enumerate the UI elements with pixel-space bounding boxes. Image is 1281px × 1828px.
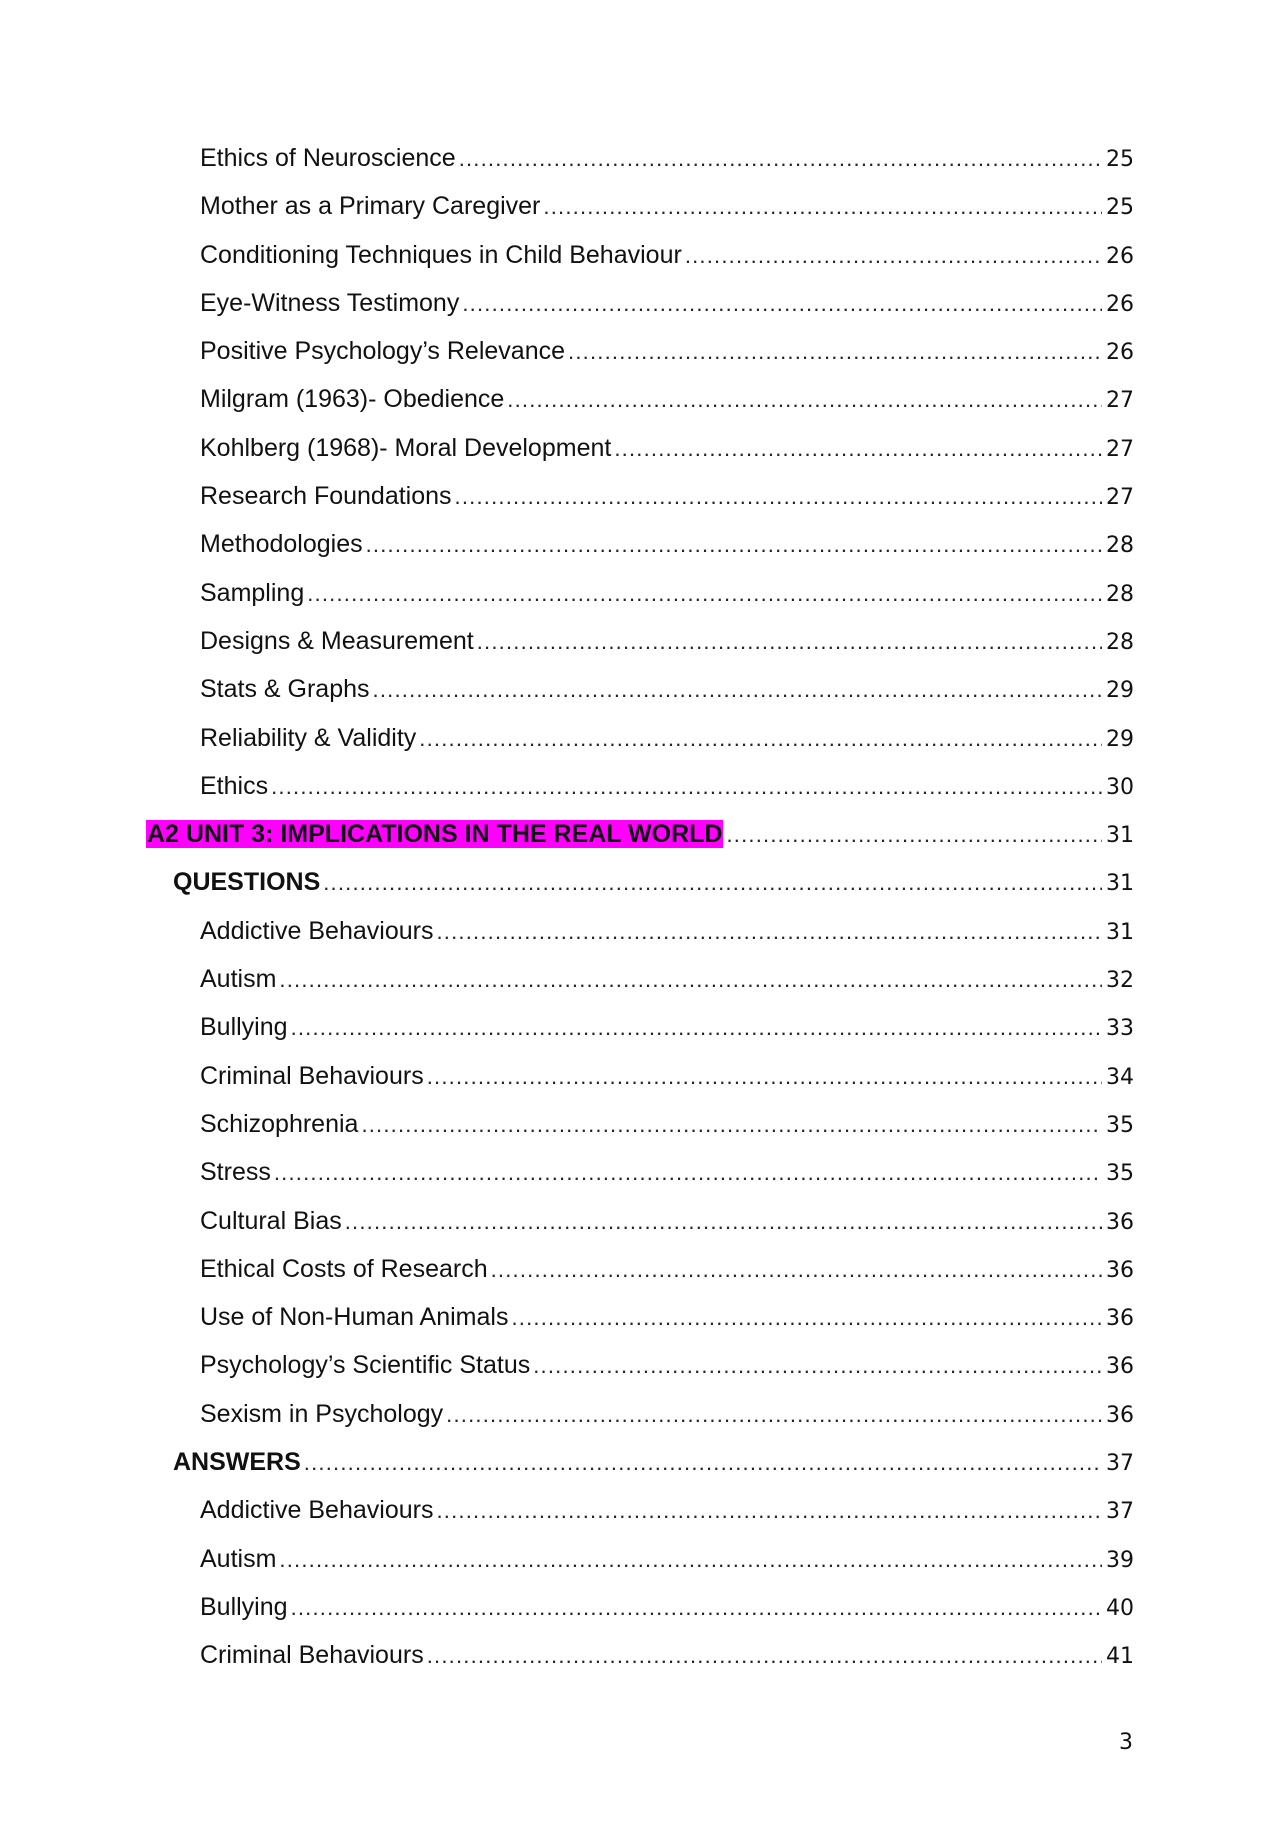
toc-entry[interactable]: [0, 482, 1281, 530]
toc-entry-title-text: ANSWERS: [173, 1448, 301, 1477]
toc-entry-title[interactable]: [200, 1110, 358, 1139]
dot-leader: [307, 581, 1102, 607]
dot-leader: [568, 339, 1102, 365]
toc-entry[interactable]: [0, 1593, 1281, 1641]
toc-entry-title[interactable]: [200, 965, 276, 994]
toc-entry-title-text: Addictive Behaviours: [200, 1496, 434, 1525]
toc-entry-page: 36: [1106, 1354, 1134, 1380]
dot-leader: [419, 726, 1102, 752]
dot-leader: [345, 1209, 1102, 1235]
toc-entry-page: 27: [1106, 485, 1134, 511]
toc-entry-title-text: Stats & Graphs: [200, 675, 370, 704]
toc-entry-title[interactable]: [200, 1400, 443, 1429]
dot-leader: [477, 629, 1102, 655]
toc-entry-page: 28: [1106, 581, 1134, 607]
toc-entry-title[interactable]: [200, 144, 456, 173]
toc-entry-title-text: Ethics: [200, 771, 269, 800]
dot-leader: [361, 1112, 1102, 1138]
toc-entry-title[interactable]: [200, 1593, 288, 1622]
toc-entry-title-text: Stress: [200, 1158, 271, 1187]
toc-entry-title-text: Sexism in Psychology: [200, 1399, 444, 1428]
dot-leader: [726, 822, 1102, 848]
toc-entry-page: 30: [1106, 774, 1134, 800]
toc-entry-page: 36: [1106, 1209, 1134, 1235]
toc-entry-line: [200, 1158, 1134, 1198]
toc-entry[interactable]: [0, 241, 1281, 289]
toc-entry-title-text: Ethical Costs of Research: [200, 1254, 488, 1283]
toc-entry[interactable]: [0, 965, 1281, 1013]
toc-entry-page: 36: [1106, 1402, 1134, 1428]
dot-leader: [291, 1595, 1102, 1621]
toc-entry[interactable]: [0, 1207, 1281, 1255]
toc-entry-title[interactable]: [200, 772, 268, 801]
toc-entry-title[interactable]: [200, 337, 565, 366]
dot-leader: [507, 387, 1102, 413]
dot-leader: [533, 1353, 1102, 1379]
toc-entry-page: 29: [1106, 678, 1134, 704]
toc-entry[interactable]: [0, 1303, 1281, 1351]
toc-entry-title[interactable]: [200, 675, 370, 704]
toc-entry-line: [200, 1641, 1134, 1681]
toc-entry-page: 34: [1106, 1064, 1134, 1090]
toc-entry-page: 27: [1106, 436, 1134, 462]
toc-entry-title[interactable]: [200, 434, 611, 463]
toc-entry-title-text: QUESTIONS: [173, 868, 321, 897]
toc-entry-page: 35: [1106, 1112, 1134, 1138]
toc-entry-title-text: Autism: [200, 1544, 277, 1573]
toc-entry-title[interactable]: [200, 192, 540, 221]
toc-entry-title-text: Sampling: [200, 578, 305, 607]
toc-entry-page: 37: [1106, 1451, 1134, 1477]
toc-entry-title[interactable]: [200, 1158, 271, 1187]
toc-entry-page: 26: [1106, 340, 1134, 366]
dot-leader: [511, 1305, 1102, 1331]
toc-entry[interactable]: [0, 917, 1281, 965]
toc-entry-page: 35: [1106, 1161, 1134, 1187]
toc-entry-title[interactable]: [200, 917, 433, 946]
toc-entry-title-text: Reliability & Validity: [200, 723, 417, 752]
toc-entry-title[interactable]: [200, 627, 474, 656]
toc-entry-title-text: Addictive Behaviours: [200, 916, 434, 945]
toc-entry-title[interactable]: [200, 385, 504, 414]
toc-entry-title-text: Use of Non-Human Animals: [200, 1303, 509, 1332]
toc-entry[interactable]: [0, 675, 1281, 723]
toc-entry[interactable]: [0, 627, 1281, 675]
toc-entry-page: 29: [1106, 726, 1134, 752]
toc-entry-page: 28: [1106, 533, 1134, 559]
toc-entry-title-text: Criminal Behaviours: [200, 1641, 424, 1670]
toc-entry-page: 37: [1106, 1499, 1134, 1525]
toc-entry[interactable]: [0, 1448, 1281, 1496]
toc-entry-line: [200, 772, 1134, 812]
toc-entry-line: [200, 1255, 1134, 1295]
toc-entry-title-text: Research Foundations: [200, 482, 452, 511]
toc-entry[interactable]: [0, 868, 1281, 916]
page-number: 3: [1119, 1730, 1133, 1755]
toc-entry-page: 33: [1106, 1016, 1134, 1042]
toc-entry-title[interactable]: [200, 241, 682, 270]
toc-entry-title[interactable]: [200, 1545, 276, 1574]
toc-entry-line: [200, 434, 1134, 474]
dot-leader: [543, 194, 1102, 220]
dot-leader: [274, 1160, 1102, 1186]
toc-entry-page: 32: [1106, 968, 1134, 994]
dot-leader: [459, 146, 1102, 172]
toc-entry-title[interactable]: [173, 868, 320, 897]
toc-entry-title-text: Bullying: [200, 1013, 288, 1042]
toc-entry[interactable]: [0, 1641, 1281, 1689]
toc-entry-title[interactable]: [200, 579, 304, 608]
toc-entry-title-text: Mother as a Primary Caregiver: [200, 192, 541, 221]
toc-entry-title-text: Psychology’s Scientific Status: [200, 1351, 531, 1380]
toc-entry[interactable]: [0, 1400, 1281, 1448]
toc-entry-page: 25: [1106, 195, 1134, 221]
toc-entry[interactable]: [0, 724, 1281, 772]
dot-leader: [436, 919, 1102, 945]
toc-entry-page: 31: [1106, 871, 1134, 897]
toc-entry-title-text: Eye-Witness Testimony: [200, 288, 460, 317]
toc-entry[interactable]: [0, 1062, 1281, 1110]
toc-entry-title-text: Milgram (1963)- Obedience: [200, 385, 505, 414]
toc-entry-title[interactable]: [200, 1641, 424, 1670]
toc-entry-line: [200, 530, 1134, 570]
dot-leader: [685, 243, 1102, 269]
toc-entry-line: [200, 1351, 1134, 1391]
toc-entry-line: [200, 144, 1134, 184]
toc-entry-page: 36: [1106, 1306, 1134, 1332]
dot-leader: [614, 436, 1102, 462]
toc-entry[interactable]: [0, 289, 1281, 337]
dot-leader: [304, 1450, 1102, 1476]
toc-entry-line: [200, 1400, 1134, 1440]
dot-leader: [291, 1015, 1102, 1041]
toc-entry-line: [200, 675, 1134, 715]
toc-entry-page: 26: [1106, 243, 1134, 269]
toc-entry-title[interactable]: [200, 1013, 288, 1042]
toc-entry-line: [200, 1110, 1134, 1150]
toc-entry-page: 31: [1106, 919, 1134, 945]
toc-entry-title[interactable]: [200, 724, 416, 753]
toc-entry[interactable]: [0, 530, 1281, 578]
toc-entry-line: [200, 192, 1134, 232]
toc-entry-title[interactable]: [200, 1062, 424, 1091]
toc-entry-page: 26: [1106, 291, 1134, 317]
toc-entry-page: 39: [1106, 1547, 1134, 1573]
toc-entry-title-text: Methodologies: [200, 530, 363, 559]
toc-entry-line: [200, 1545, 1134, 1585]
dot-leader: [373, 677, 1102, 703]
toc-entry-page: 36: [1106, 1257, 1134, 1283]
toc-entry[interactable]: [0, 1013, 1281, 1061]
table-of-contents: [0, 144, 1281, 1690]
dot-leader: [366, 532, 1102, 558]
toc-entry-line: [173, 868, 1134, 908]
toc-entry-line: [200, 1496, 1134, 1536]
toc-entry-line: [146, 820, 1134, 860]
toc-entry-title-text: Kohlberg (1968)- Moral Development: [200, 433, 612, 462]
toc-entry[interactable]: [0, 1351, 1281, 1399]
dot-leader: [271, 774, 1102, 800]
dot-leader: [279, 1547, 1102, 1573]
toc-entry-title-text: Ethics of Neuroscience: [200, 144, 456, 172]
dot-leader: [279, 967, 1102, 993]
toc-entry-line: [200, 241, 1134, 281]
toc-entry[interactable]: [0, 1255, 1281, 1303]
toc-entry-line: [200, 579, 1134, 619]
toc-entry-title[interactable]: [173, 1448, 301, 1477]
toc-entry-line: [200, 1593, 1134, 1633]
toc-entry-title[interactable]: [200, 289, 459, 318]
dot-leader: [436, 1498, 1102, 1524]
toc-entry-page: 40: [1106, 1595, 1134, 1621]
toc-entry[interactable]: [0, 772, 1281, 820]
toc-entry-line: [200, 289, 1134, 329]
toc-entry-title-text: Autism: [200, 965, 277, 994]
toc-entry-title-text: Designs & Measurement: [200, 626, 474, 655]
toc-entry[interactable]: [0, 579, 1281, 627]
dot-leader: [462, 291, 1102, 317]
dot-leader: [427, 1643, 1102, 1669]
highlighted-heading-text: A2 UNIT 3: IMPLICATIONS IN THE REAL WORLD: [147, 820, 723, 849]
toc-entry[interactable]: [0, 1158, 1281, 1206]
toc-entry-page: 28: [1106, 629, 1134, 655]
toc-entry[interactable]: [0, 820, 1281, 868]
toc-entry-line: [200, 724, 1134, 764]
toc-entry-page: 41: [1106, 1644, 1134, 1670]
toc-entry-line: [200, 965, 1134, 1005]
toc-entry-line: [200, 482, 1134, 522]
toc-entry-line: [200, 1303, 1134, 1343]
toc-entry-title-text: Criminal Behaviours: [200, 1061, 424, 1090]
toc-entry-title-text: Bullying: [200, 1592, 288, 1621]
toc-entry-line: [200, 337, 1134, 377]
toc-entry-title[interactable]: [146, 820, 723, 849]
toc-entry[interactable]: [0, 192, 1281, 240]
toc-entry-line: [200, 1013, 1134, 1053]
toc-entry-line: [200, 917, 1134, 957]
toc-entry-line: [173, 1448, 1134, 1488]
toc-entry[interactable]: [0, 337, 1281, 385]
toc-entry-line: [200, 385, 1134, 425]
toc-entry-title[interactable]: [200, 1351, 530, 1380]
toc-entry[interactable]: [0, 434, 1281, 482]
toc-entry-title-text: Conditioning Techniques in Child Behaviour: [200, 240, 682, 269]
toc-entry-title[interactable]: [200, 1207, 342, 1236]
toc-entry-line: [200, 1062, 1134, 1102]
dot-leader: [446, 1402, 1102, 1428]
toc-entry[interactable]: [0, 1110, 1281, 1158]
toc-entry[interactable]: [0, 144, 1281, 192]
toc-entry-line: [200, 1207, 1134, 1247]
toc-entry-title[interactable]: [200, 1496, 433, 1525]
toc-entry[interactable]: [0, 1496, 1281, 1544]
toc-entry-title-text: Schizophrenia: [200, 1109, 359, 1138]
dot-leader: [455, 484, 1102, 510]
dot-leader: [427, 1064, 1102, 1090]
dot-leader: [323, 870, 1102, 896]
toc-entry-title[interactable]: [200, 530, 363, 559]
toc-entry-title[interactable]: [200, 482, 452, 511]
dot-leader: [491, 1257, 1102, 1283]
toc-entry-page: 25: [1106, 147, 1134, 172]
toc-entry-page: 27: [1106, 388, 1134, 414]
toc-entry-title-text: Cultural Bias: [200, 1206, 342, 1235]
toc-entry-title[interactable]: [200, 1303, 508, 1332]
toc-entry[interactable]: [0, 385, 1281, 433]
toc-entry-title[interactable]: [200, 1255, 488, 1284]
toc-entry[interactable]: [0, 1545, 1281, 1593]
toc-entry-line: [200, 627, 1134, 667]
toc-entry-title-text: Positive Psychology’s Relevance: [200, 337, 566, 366]
toc-entry-page: 31: [1106, 823, 1134, 849]
